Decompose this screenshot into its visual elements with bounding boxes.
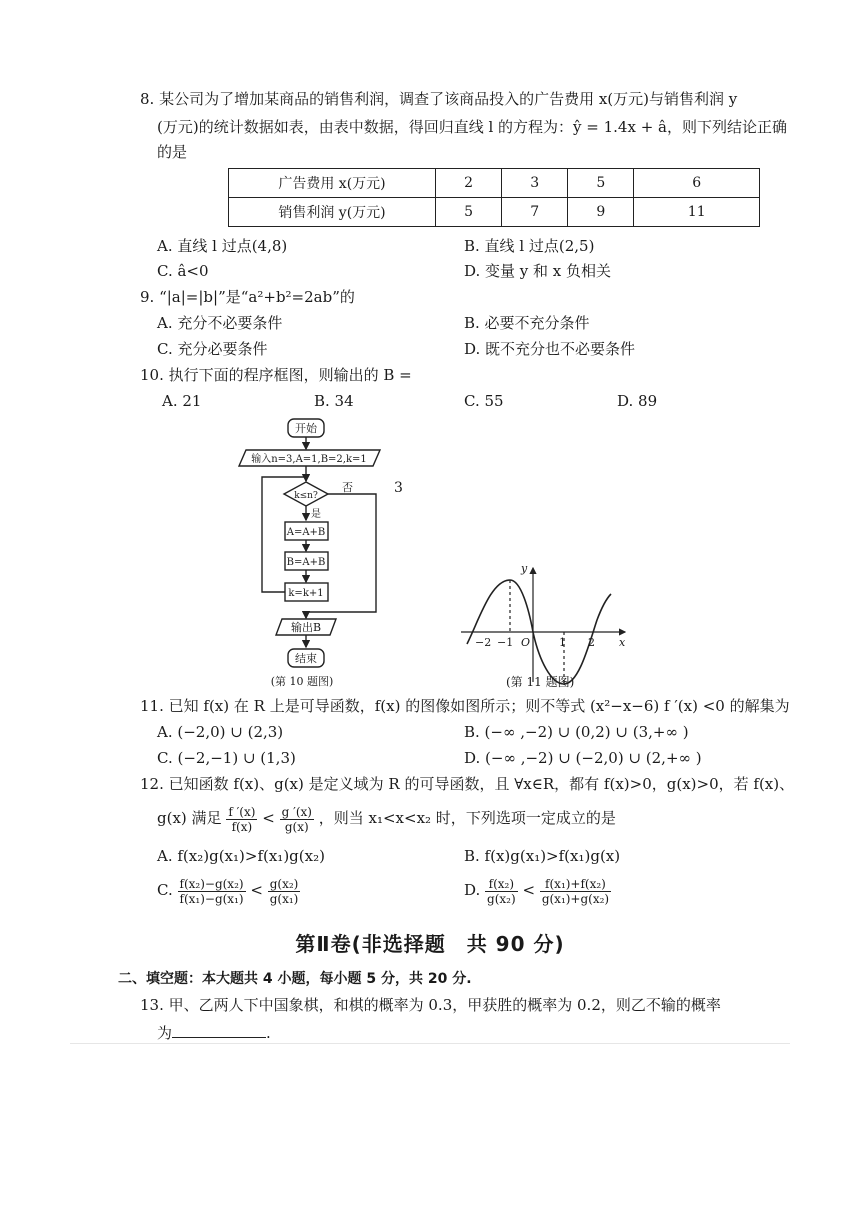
table-cell: 2 — [436, 169, 502, 198]
q13-suffix: . — [266, 1024, 271, 1042]
flowchart-condition-text: k≤n? — [294, 491, 318, 501]
table-cell: 9 — [568, 198, 634, 227]
q9-stem: 9. “|a|=|b|”是“a²+b²=2ab”的 — [140, 288, 355, 306]
q13-stem-line1: 13. 甲、乙两人下中国象棋，和棋的概率为 0.3，甲获胜的概率为 0.2，则乙不输的概率 — [140, 996, 721, 1014]
q9-option-a: A. 充分不必要条件 — [157, 314, 283, 332]
flowchart-yes-label: 是 — [311, 509, 321, 520]
fraction-denominator: g(x₁) — [269, 891, 299, 906]
q10-stem: 10. 执行下面的程序框图，则输出的 B = — [140, 366, 412, 384]
table-cell: 广告费用 x(万元) — [229, 169, 436, 198]
table-cell: 5 — [436, 198, 502, 227]
q11-option-a: A. (−2,0) ∪ (2,3) — [157, 723, 284, 741]
graph11-y-label: y — [521, 562, 528, 575]
table-cell: 7 — [502, 198, 568, 227]
q11-option-c: C. (−2,−1) ∪ (1,3) — [157, 749, 296, 767]
q11-stem: 11. 已知 f(x) 在 R 上是可导函数，f(x) 的图像如图所示；则不等式 (x²−x−6) f ′(x) <0 的解集为 — [140, 697, 790, 715]
less-than-sign: < — [262, 809, 275, 827]
option-d-right-fraction — [540, 877, 611, 906]
graph11-tick-label: 2 — [588, 636, 595, 649]
table-row — [229, 198, 760, 227]
bottom-divider — [70, 1043, 790, 1044]
q13-prefix: 为 — [157, 1024, 173, 1042]
q12-option-b: B. f(x)g(x₁)>f(x₁)g(x) — [464, 847, 621, 865]
flowchart-end-text: 结束 — [295, 652, 317, 665]
fraction-numerator: g ′(x) — [281, 804, 312, 819]
figure10-caption: (第 10 题图) — [270, 675, 334, 688]
flowchart-figure — [230, 412, 430, 692]
flowchart-output-text: 输出B — [290, 621, 322, 634]
q9-option-b: B. 必要不充分条件 — [464, 314, 590, 332]
q12-option-a: A. f(x₂)g(x₁)>f(x₁)g(x₂) — [157, 847, 325, 865]
q8-stem-line2: (万元)的统计数据如表，由表中数据，得回归直线 l 的方程为：ŷ = 1.4x + â，则下列结论正确 — [157, 118, 787, 136]
fraction-numerator: f(x₂)−g(x₂) — [179, 876, 244, 891]
q12-stem-line2 — [157, 800, 616, 836]
table-row — [229, 169, 760, 198]
flowchart-stray-mark: 3 — [394, 480, 403, 496]
graph11-tick-label: 1 — [559, 636, 566, 649]
option-letter: C. — [157, 881, 173, 899]
option-c-right-fraction — [268, 877, 301, 906]
flowchart-input-text: 输入n=3,A=1,B=2,k=1 — [251, 454, 367, 465]
graph11-tick-label: −2 — [475, 636, 492, 649]
graph11-x-label: x — [619, 636, 626, 649]
table-cell: 销售利润 y(万元) — [229, 198, 436, 227]
fraction-numerator: g(x₂) — [269, 876, 299, 891]
option-c-left-fraction — [178, 877, 246, 906]
flowchart-step2-text: B=A+B — [286, 557, 326, 568]
q8-option-c: C. â<0 — [157, 262, 209, 280]
q8-data-table — [228, 168, 760, 227]
table-cell: 11 — [634, 198, 760, 227]
graph11-origin-label: O — [521, 636, 531, 649]
q12-stem-line1: 12. 已知函数 f(x)、g(x) 是定义域为 R 的可导函数，且 ∀x∈R，都有 f(x)>0，g(x)>0，若 f(x)、 — [140, 775, 795, 793]
q12-option-c — [157, 872, 300, 908]
q8-stem-line3: 的是 — [157, 143, 188, 161]
q10-option-d: D. 89 — [617, 392, 658, 410]
graph11-tick-label: −1 — [497, 636, 514, 649]
q9-option-d: D. 既不充分也不必要条件 — [464, 340, 636, 358]
q8-option-d: D. 变量 y 和 x 负相关 — [464, 262, 612, 280]
flowchart-no-label: 否 — [342, 481, 353, 494]
less-than-sign: < — [250, 881, 263, 899]
q13-answer-blank — [172, 1023, 266, 1038]
fraction-denominator: g(x₂) — [487, 891, 516, 906]
q9-option-c: C. 充分必要条件 — [157, 340, 268, 358]
q10-option-b: B. 34 — [314, 392, 354, 410]
q8-option-a: A. 直线 l 过点(4,8) — [157, 237, 288, 255]
table-cell: 6 — [634, 169, 760, 198]
q10-option-a: A. 21 — [162, 392, 202, 410]
fraction-numerator: f(x₁)+f(x₂) — [540, 877, 611, 892]
q12-condition-left-fraction — [226, 805, 257, 834]
q12-condition-right-fraction — [280, 805, 314, 834]
option-letter: D. — [464, 881, 481, 899]
option-d-left-fraction — [485, 877, 518, 906]
fraction-denominator: f(x₁)−g(x₁) — [179, 891, 244, 906]
fraction-numerator: f(x₂) — [485, 877, 518, 892]
q8-option-b: B. 直线 l 过点(2,5) — [464, 237, 595, 255]
q12-stem-text-b: ，则当 x₁<x<x₂ 时，下列选项一定成立的是 — [318, 809, 616, 827]
q10-option-c: C. 55 — [464, 392, 504, 410]
flowchart-step3-text: k=k+1 — [288, 588, 324, 599]
q12-option-d — [464, 872, 611, 908]
table-cell: 5 — [568, 169, 634, 198]
fraction-numerator: f ′(x) — [228, 804, 256, 819]
less-than-sign: < — [522, 881, 536, 899]
q8-stem-line1: 8. 某公司为了增加某商品的销售利润，调查了该商品投入的广告费用 x(万元)与销售利润 y — [140, 90, 738, 108]
figure11-caption: (第 11 题图) — [506, 675, 575, 689]
flowchart-step1-text: A=A+B — [286, 527, 326, 538]
fraction-denominator: g(x₁)+g(x₂) — [541, 891, 610, 906]
q13-stem-line2 — [157, 1022, 271, 1044]
fraction-denominator: g(x) — [284, 819, 309, 834]
q11-option-d: D. (−∞ ,−2) ∪ (−2,0) ∪ (2,+∞ ) — [464, 749, 702, 767]
fraction-denominator: f(x) — [231, 819, 253, 834]
q12-stem-text-a: g(x) 满足 — [157, 809, 222, 827]
fill-in-heading: 二、填空题：本大题共 4 小题，每小题 5 分，共 20 分. — [118, 971, 472, 987]
table-cell: 3 — [502, 169, 568, 198]
section-2-title: 第Ⅱ卷(非选择题 共 90 分) — [295, 932, 565, 956]
q11-option-b: B. (−∞ ,−2) ∪ (0,2) ∪ (3,+∞ ) — [464, 723, 689, 741]
flowchart-start-text: 开始 — [295, 422, 317, 435]
